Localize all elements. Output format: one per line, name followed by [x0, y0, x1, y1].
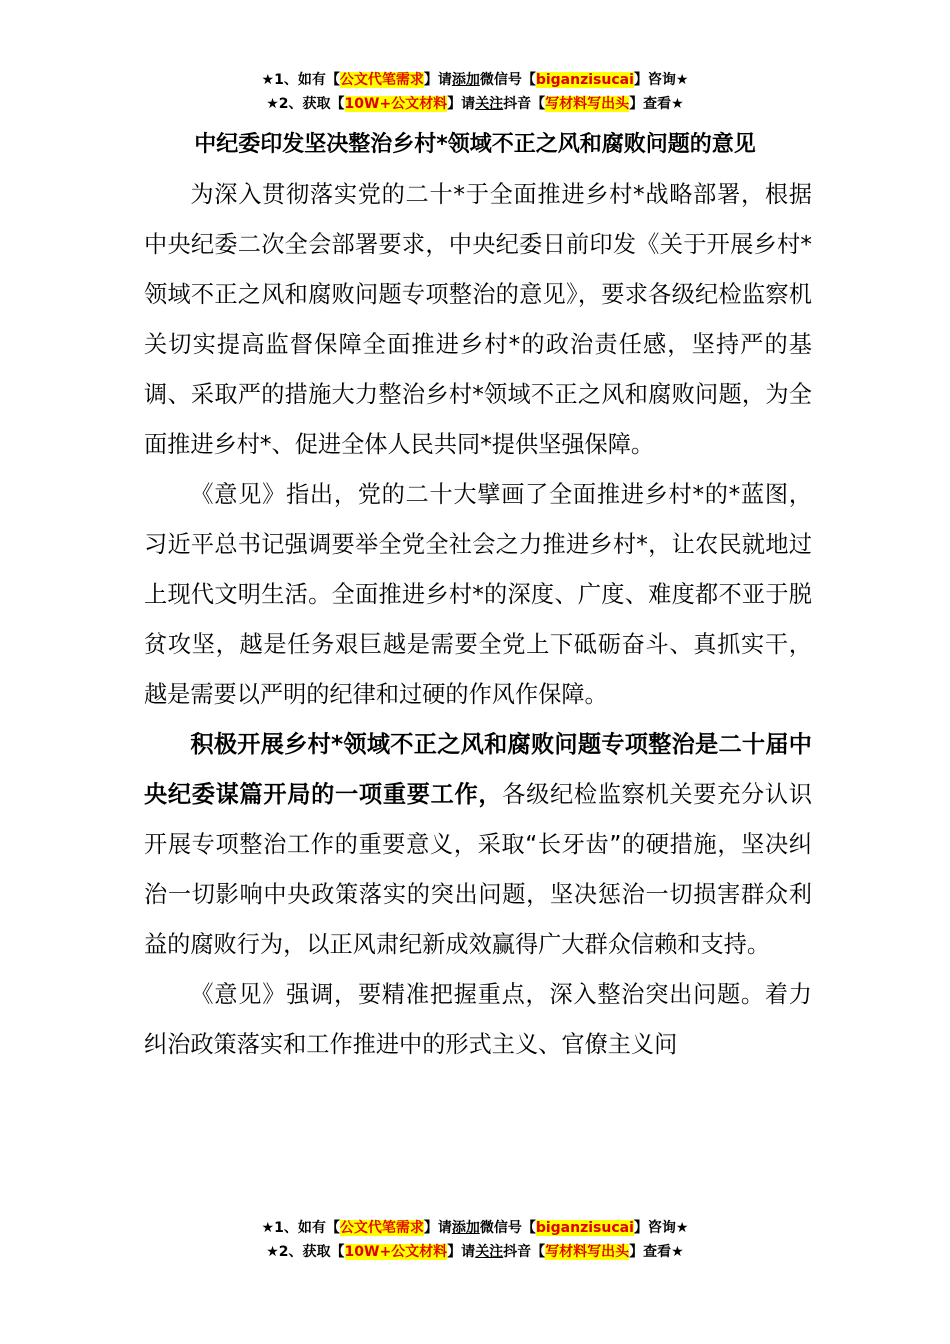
promo-line-2 [0, 1240, 950, 1264]
paragraph-3 [144, 720, 812, 970]
paragraph-1: 为深入贯彻落实党的二十*于全面推进乡村*战略部署，根据中央纪委二次全会部署要求，中央纪委日前印发《关于开展乡村*领域不正之风和腐败问题专项整治的意见》，要求各级纪检监察机关切实提高监督保障全面推进乡村*的政治责任感，坚持严的基调、采取严的措施大力整治乡村*领域不正之风和腐败问题，为全面推进乡村*、促进全体人民共同*提供坚强保障。 [144, 181, 812, 458]
promo-highlight: 写材料写出头 [545, 1244, 630, 1260]
document-title: 中纪委印发坚决整治乡村*领域不正之风和腐败问题的意见 [194, 132, 756, 157]
promo-text: 抖音【 [503, 1244, 546, 1260]
promo-underline: 关注 [475, 1244, 504, 1260]
promo-text: 微信号【 [479, 1220, 536, 1236]
promo-line-1 [0, 68, 950, 92]
promo-line-1 [0, 1216, 950, 1240]
paragraph-3-lead: 积极开展乡村*领域不正之风和腐败问题专项整治是二十届中央纪委谋篇开局的一项重要工作， [144, 731, 812, 808]
paragraph-3-text: 各级纪检监察机关要充分认识开展专项整治工作的重要意义，采取“长牙齿”的硬措施，坚决纠治一切影响中央政策落实的突出问题，坚决惩治一切损害群众利益的腐败行为，以正风肃纪新成效赢得广大群众信赖和支持。 [144, 781, 813, 958]
document-body [144, 170, 812, 1070]
promo-underline: 关注 [475, 96, 504, 112]
paragraph-4: 《意见》强调，要精准把握重点，深入整治突出问题。着力纠治政策落实和工作推进中的形式主义、官僚主义问 [144, 981, 812, 1058]
promo-text: 】查看★ [629, 1244, 684, 1260]
promo-highlight: 写材料写出头 [545, 96, 630, 112]
promo-text: 】请 [447, 1244, 476, 1260]
promo-highlight: biganzisucai [535, 1220, 634, 1236]
promo-text: 】请 [447, 96, 476, 112]
promo-text: 】咨询★ [633, 72, 689, 88]
promo-highlight: 公文代笔需求 [339, 1220, 424, 1236]
promo-text: 】请 [423, 1220, 452, 1236]
promo-text: 】请 [423, 72, 452, 88]
promo-highlight: biganzisucai [535, 72, 634, 88]
promo-text: 】查看★ [629, 96, 684, 112]
promo-text: ★2、获取【 [266, 96, 345, 112]
promo-highlight: 10W+公文材料 [344, 96, 448, 112]
promo-highlight: 10W+公文材料 [344, 1244, 448, 1260]
promo-highlight: 公文代笔需求 [339, 72, 424, 88]
promo-text: 微信号【 [479, 72, 536, 88]
promo-underline: 添加 [451, 72, 480, 88]
promo-text: 抖音【 [503, 96, 546, 112]
paragraph-2: 《意见》指出，党的二十大擘画了全面推进乡村*的*蓝图，习近平总书记强调要举全党全社会之力推进乡村*，让农民就地过上现代文明生活。全面推进乡村*的深度、广度、难度都不亚于脱贫攻坚，越是任务艰巨越是需要全党上下砥砺奋斗、真抓实干，越是需要以严明的纪律和过硬的作风作保障。 [144, 481, 812, 708]
promo-line-2 [0, 92, 950, 116]
promo-text: ★2、获取【 [266, 1244, 345, 1260]
promo-text: ★1、如有【 [261, 72, 340, 88]
header-promo-banner [0, 68, 950, 116]
promo-underline: 添加 [451, 1220, 480, 1236]
promo-text: 】咨询★ [633, 1220, 689, 1236]
promo-text: ★1、如有【 [261, 1220, 340, 1236]
footer-promo-banner [0, 1216, 950, 1264]
